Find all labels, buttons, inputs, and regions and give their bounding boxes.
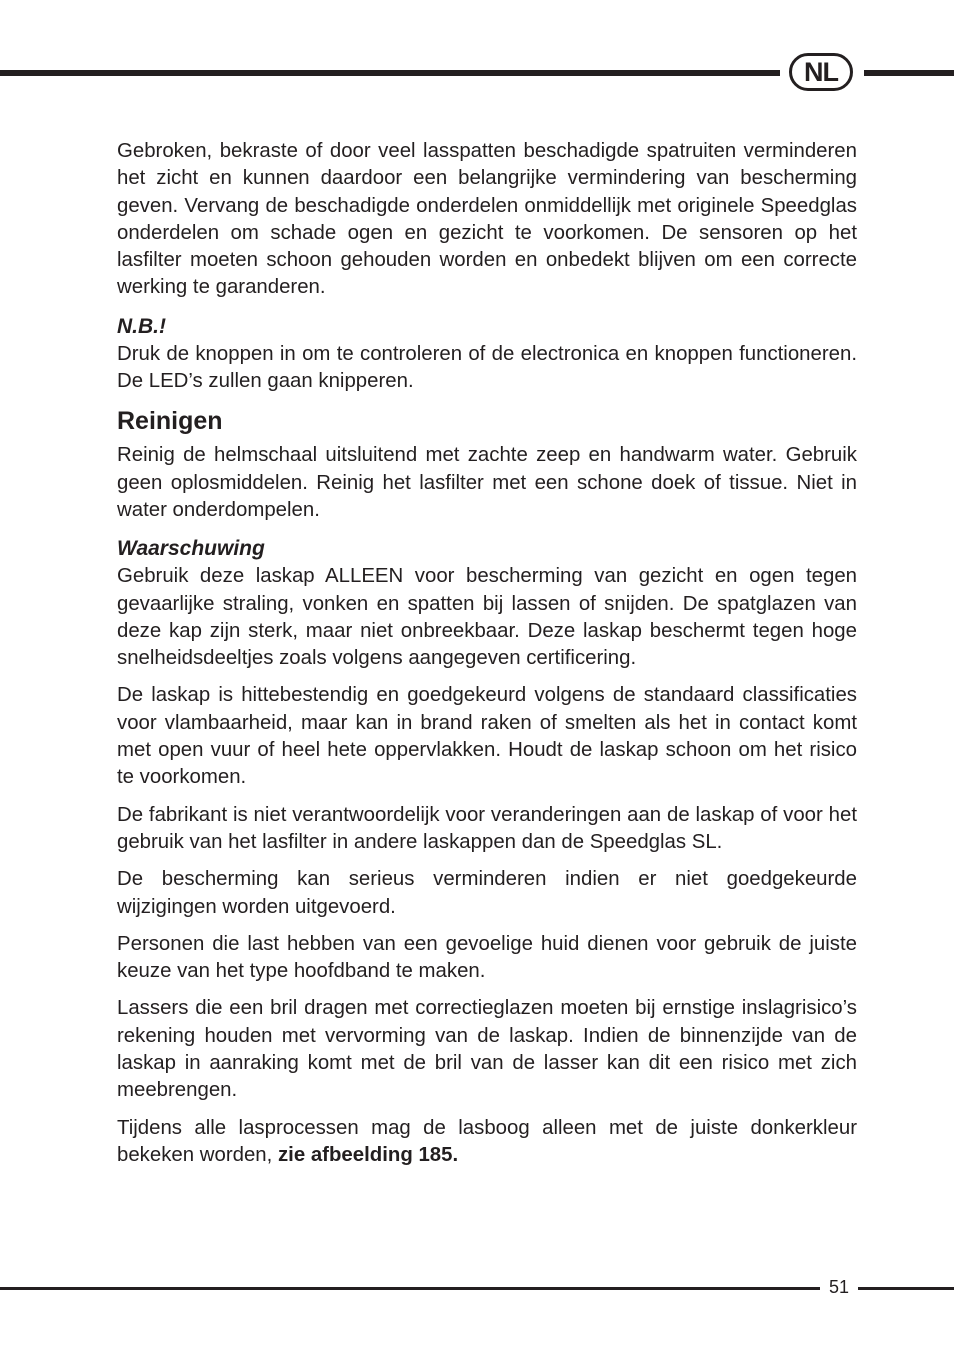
footer-rule-left: [0, 1287, 820, 1290]
warning-paragraph: De bescherming kan serieus verminderen indien er niet goedgekeurde wijzigingen worden uitgevoerd.: [117, 868, 857, 918]
intro-paragraph: Gebroken, bekraste of door veel lasspatten beschadigde spatruiten verminderen het zicht en kunnen daardoor een belangrijke vermindering van bescherming geven. Vervang de beschadigde onderdelen onmiddellijk met originele Speedglas onderdelen om schade ogen en gezicht te voorkomen. De sensoren op het lasfilter moeten schoon gehouden worden en onbedekt blijven om een correcte werking te garanderen.: [117, 140, 857, 299]
final-paragraph-text: Tijdens alle lasprocessen mag de lasboog alleen met de juiste donkerkleur bekeken worden,: [117, 1116, 857, 1166]
cleaning-paragraph: Reinig de helmschaal uitsluitend met zachte zeep en handwarm water. Gebruik geen oplosmiddelen. Reinig het lasfilter met een schone doek of tissue. Niet in water onderdompelen.: [117, 444, 857, 521]
warning-paragraph: De fabrikant is niet verantwoordelijk voor veranderingen aan de laskap of voor het gebruik van het lasfilter in andere laskappen dan de Speedglas SL.: [117, 803, 857, 853]
final-paragraph: [117, 1115, 857, 1170]
warning-paragraph: De laskap is hittebestendig en goedgekeurd volgens de standaard classificaties voor vlambaarheid, maar kan in brand raken of smelten als het in contact komt met open vuur of heel hete oppervlakken. Houdt de laskap schoon om het risico te voorkomen.: [117, 684, 857, 789]
language-badge: NL: [789, 53, 853, 91]
footer-rule-right: [858, 1287, 954, 1290]
warning-paragraph: Personen die last hebben van een gevoelige huid dienen voor gebruik de juiste keuze van het type hoofdband te maken.: [117, 932, 857, 983]
nb-heading: N.B.!: [117, 314, 166, 338]
nb-paragraph: Druk de knoppen in om te controleren of de electronica en knoppen functioneren. De LED’s zullen gaan knipperen.: [117, 342, 857, 393]
warning-heading: Waarschuwing: [117, 537, 265, 561]
page-content: [117, 138, 857, 1169]
page-number: 51: [828, 1277, 850, 1297]
warning-paragraph: Gebruik deze laskap ALLEEN voor bescherming van gezicht en ogen tegen gevaarlijke straling, vonken en spatten bij lassen of snijden. De spatglazen van deze kap zijn sterk, maar niet onbreekbaar. Deze laskap beschermt tegen hoge snelheidsdeeltjes zoals volgens aangegeven certificering.: [117, 565, 857, 670]
figure-reference: zie afbeelding 185.: [277, 1143, 459, 1166]
header-rule-left: [0, 70, 780, 76]
warning-paragraph: Lassers die een bril dragen met correctieglazen moeten bij ernstige inslagrisico’s rekening houden met vervorming van de laskap. Indien de binnenzijde van de laskap in aanraking komt met de bril van de lasser kan dit een risico met zich meebrengen.: [117, 997, 857, 1102]
header-rule-right: [864, 70, 954, 76]
cleaning-heading: Reinigen: [117, 407, 223, 436]
